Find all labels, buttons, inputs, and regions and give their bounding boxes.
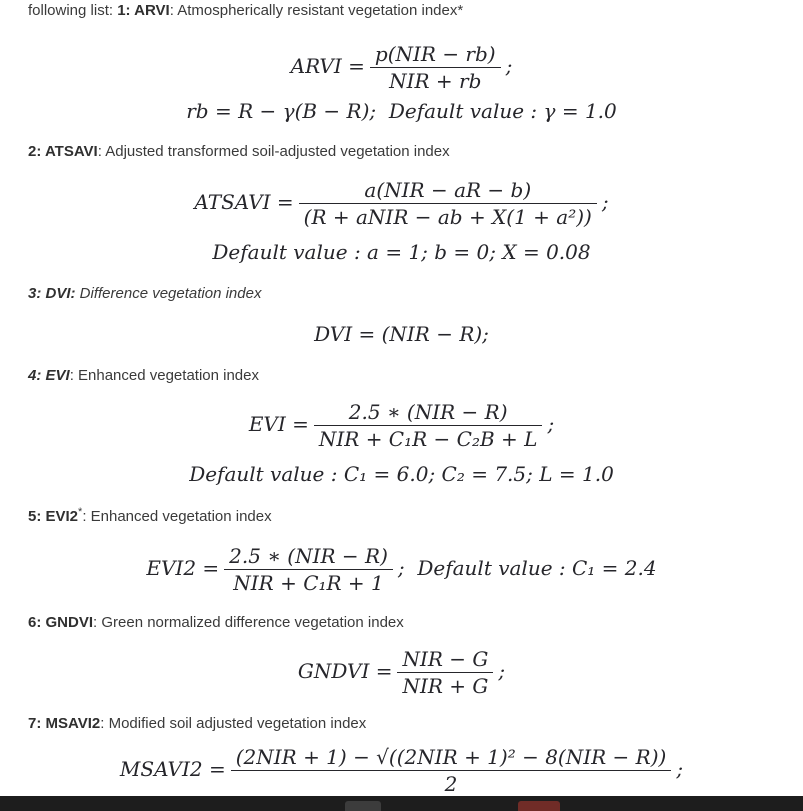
formula-msavi2-lhs: MSAVI2 =: [119, 757, 226, 781]
fraction: [231, 746, 672, 795]
formula-arvi: [0, 43, 803, 92]
formula-evi2: [0, 545, 803, 594]
formula-gndvi: [0, 648, 803, 697]
fraction-numerator: NIR − G: [397, 648, 493, 673]
formula-atsavi-lhs: ATSAVI =: [194, 190, 294, 214]
fraction-numerator: 2.5 ∗ (NIR − R): [224, 545, 393, 570]
bottom-banner: [0, 796, 803, 811]
formula-atsavi-default: Default value : a = 1; b = 0; X = 0.08: [212, 240, 591, 264]
heading-evi: [0, 367, 803, 385]
fraction: [314, 401, 543, 450]
term-gndvi: 6: GNDVI: [28, 614, 94, 631]
formula-evi2-lhs: EVI2 =: [146, 556, 220, 580]
heading-dvi-desc: Difference vegetation index: [75, 285, 262, 302]
formula-atsavi: [0, 179, 803, 228]
banner-primary-button[interactable]: [518, 801, 560, 811]
evi2-asterisk: *: [78, 506, 83, 518]
fraction: [370, 43, 501, 92]
term-arvi: 1: ARVI: [117, 2, 170, 19]
fraction: [397, 648, 493, 697]
fraction-denominator: NIR + rb: [389, 69, 482, 93]
heading-evi2-desc: : Enhanced vegetation index: [82, 508, 272, 525]
formula-evi-rhs: ;: [547, 412, 555, 436]
intro-prefix: following list:: [28, 2, 118, 19]
fraction-numerator: a(NIR − aR − b): [299, 179, 597, 204]
heading-atsavi: [0, 143, 803, 161]
heading-gndvi: [0, 614, 803, 632]
fraction-denominator: NIR + G: [402, 674, 489, 698]
fraction: [299, 179, 597, 228]
term-msavi2: 7: MSAVI2: [28, 715, 101, 732]
heading-evi-desc: : Enhanced vegetation index: [69, 367, 259, 384]
banner-secondary-button[interactable]: [345, 801, 381, 811]
formula-evi: [0, 401, 803, 450]
heading-dvi: [0, 285, 803, 303]
fraction-denominator: NIR + C₁R + 1: [233, 571, 384, 595]
fraction-numerator: p(NIR − rb): [370, 43, 501, 68]
formula-evi2-rhs: ; Default value : C₁ = 2.4: [397, 556, 657, 580]
intro-line: [0, 0, 803, 20]
formula-evi-default: Default value : C₁ = 6.0; C₂ = 7.5; L = 1.0: [189, 462, 614, 486]
fraction-denominator: (R + aNIR − ab + X(1 + a²)): [303, 205, 592, 229]
heading-msavi2: [0, 715, 803, 733]
fraction: [224, 545, 393, 594]
formula-arvi-rb: rb = R − γ(B − R); Default value : γ = 1.0: [186, 99, 617, 123]
formula-evi-lhs: EVI =: [248, 412, 309, 436]
fraction-denominator: NIR + C₁R − C₂B + L: [318, 427, 538, 451]
fraction-numerator: (2NIR + 1) − √((2NIR + 1)² − 8(NIR − R)): [231, 746, 672, 771]
heading-gndvi-desc: : Green normalized difference vegetation index: [93, 614, 404, 631]
term-evi: 4: EVI: [28, 367, 70, 384]
formula-gndvi-rhs: ;: [498, 659, 506, 683]
formula-arvi-rhs: ;: [505, 54, 513, 78]
term-evi2: 5: EVI2: [28, 508, 79, 525]
heading-atsavi-desc: : Adjusted transformed soil-adjusted vegetation index: [97, 143, 450, 160]
term-dvi: 3: DVI:: [28, 285, 76, 302]
heading-evi2: [0, 508, 803, 526]
term-atsavi: 2: ATSAVI: [28, 143, 98, 160]
intro-desc: : Atmospherically resistant vegetation index*: [169, 2, 464, 19]
formula-arvi-lhs: ARVI =: [290, 54, 365, 78]
formula-msavi2: [0, 746, 803, 795]
formula-atsavi-rhs: ;: [601, 190, 609, 214]
heading-msavi2-desc: : Modified soil adjusted vegetation index: [100, 715, 367, 732]
formula-dvi: DVI = (NIR − R);: [314, 322, 489, 346]
fraction-numerator: 2.5 ∗ (NIR − R): [314, 401, 543, 426]
formula-msavi2-rhs: ;: [676, 757, 684, 781]
fraction-denominator: 2: [444, 772, 458, 796]
formula-gndvi-lhs: GNDVI =: [297, 659, 393, 683]
